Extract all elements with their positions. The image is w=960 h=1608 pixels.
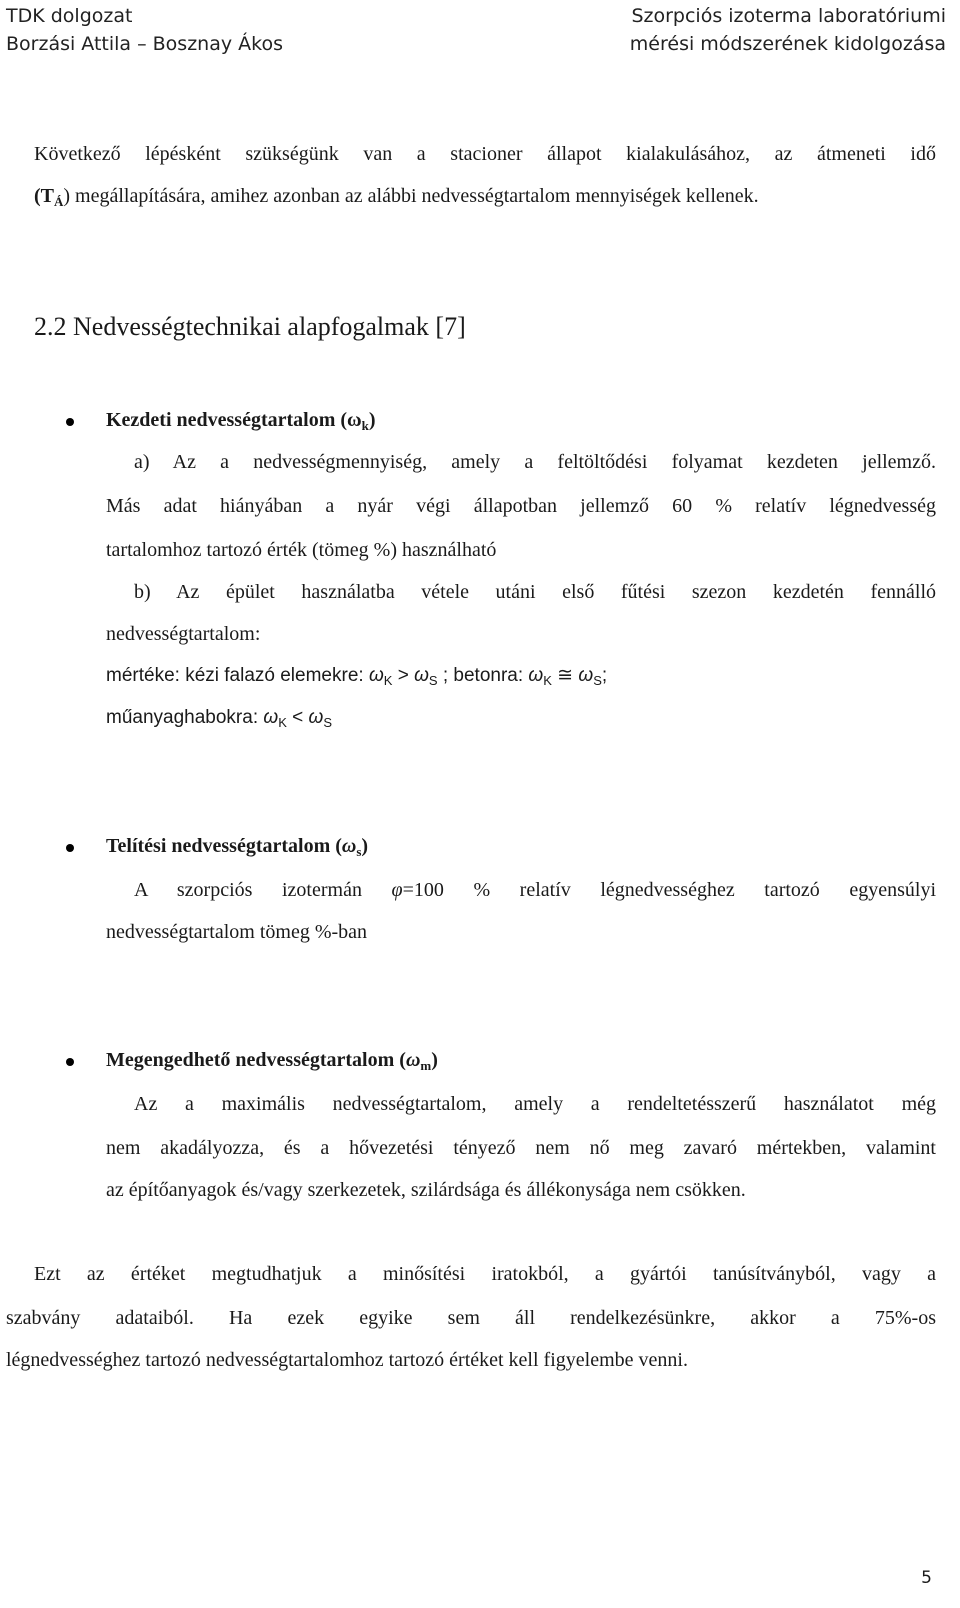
header-authors: Borzási Attila – Bosznay Ákos	[6, 33, 283, 55]
bullet1-a-line: a) Az a nedvességmennyiség, amely a feltöltődési folyamat kezdeten jellemző.	[134, 451, 936, 473]
bullet-dot-2	[66, 844, 74, 852]
closing-line-2: szabvány adataiból. Ha ezek egyike sem áll rendelkezésünkre, akkor a 75%-os	[6, 1307, 936, 1329]
bullet1-b-cont: nedvességtartalom:	[106, 623, 261, 645]
bullet3-line-2: nem akadályozza, és a hővezetési tényező nem nő meg zavaró mértekben, valamint	[106, 1137, 936, 1159]
header-right	[630, 2, 946, 58]
bullet-dot-3	[66, 1058, 74, 1066]
bullet1-a-cont1: Más adat hiányában a nyár végi állapotban jellemző 60 % relatív légnedvesség	[106, 495, 936, 517]
header-left	[6, 2, 283, 58]
bullet2-title: Telítési nedvességtartalom $(\omega_s)$	[106, 835, 369, 859]
bullet1-plastic-line: műanyaghabokra: $\omega_K < \omega_S$	[106, 707, 333, 730]
bullet1-a-cont2: tartalomhoz tartozó érték (tömeg %) használható	[106, 539, 497, 561]
section-heading: 2.2 Nedvességtechnikai alapfogalmak [7]	[34, 312, 466, 341]
intro-line-1: Következő lépésként szükségünk van a stacioner állapot kialakulásához, az átmeneti idő	[34, 143, 936, 165]
intro-t-symbol: ($T_Á$	[34, 185, 64, 209]
header-doc-type: TDK dolgozat	[6, 5, 133, 27]
closing-line-1: Ezt az értéket megtudhatjuk a minősítési iratokból, a gyártói tanúsítványból, vagy a	[34, 1263, 936, 1285]
bullet1-title: Kezdeti nedvességtartalom $(\omega_k)$	[106, 409, 376, 433]
header-title-line1: Szorpciós izoterma laboratóriumi	[631, 5, 946, 27]
bullet1-b-line: b) Az épület használatba vétele utáni első fűtési szezon kezdetén fennálló	[134, 581, 936, 603]
bullet-dot-1	[66, 418, 74, 426]
bullet3-title: Megengedhető nedvességtartalom $(\omega_m)$	[106, 1049, 438, 1073]
intro-line-2: $(T_Á)$ megállapítására, amihez azonban az alábbi nedvességtartalom mennyiségek kellenek.	[34, 185, 759, 209]
bullet2-line-2: nedvességtartalom tömeg %-ban	[106, 921, 368, 943]
closing-line-3: légnedvességhez tartozó nedvességtartalomhoz tartozó értéket kell figyelembe venni.	[6, 1349, 688, 1371]
bullet2-line-1: A szorpciós izotermán φ=100 % relatív légnedvességhez tartozó egyensúlyi	[134, 879, 936, 901]
bullet3-line-3: az építőanyagok és/vagy szerkezetek, szilárdsága és állékonysága nem csökken.	[106, 1179, 746, 1201]
bullet1-measure-line: mértéke: kézi falazó elemekre: $\omega_K > \omega_S$ ; betonra: $\omega_K$ ≅ $\omega_S$;	[106, 665, 608, 688]
header-title-line2: mérési módszerének kidolgozása	[629, 33, 946, 55]
page-number: 5	[921, 1568, 932, 1588]
bullet3-line-1: Az a maximális nedvességtartalom, amely a rendeltetésszerű használatot még	[134, 1093, 936, 1115]
page-header	[0, 0, 960, 60]
